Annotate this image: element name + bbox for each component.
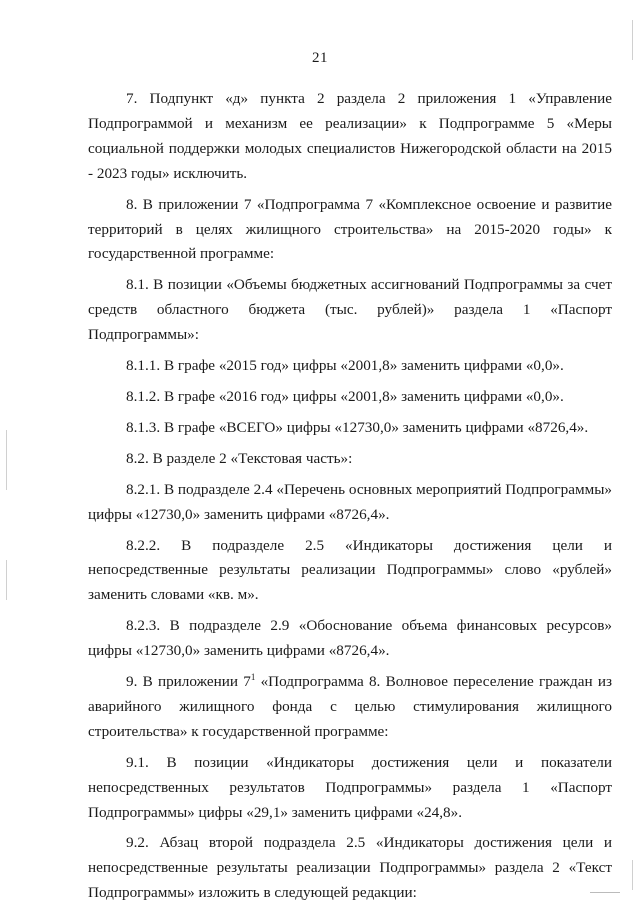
paragraph-8-1-2: 8.1.2. В графе «2016 год» цифры «2001,8» заменить цифрами «0,0».	[126, 387, 564, 405]
paragraph-8-1: 8.1. В позиции «Объемы бюджетных ассигнований Подпрограммы за счет средств областного бюджета (тыс. рублей)» раздела 1 «Паспорт Подпрограммы»:	[88, 276, 612, 344]
scan-edge-left	[6, 430, 7, 490]
paragraph-8-1-3: 8.1.3. В графе «ВСЕГО» цифры «12730,0» заменить цифрами «8726,4».	[126, 418, 589, 436]
paragraph-7: 7. Подпункт «д» пункта 2 раздела 2 приложения 1 «Управление Подпрограммой и механизм ее реализации» к Подпрограмме 5 «Меры социальной поддержки молодых специалистов Нижегородской области на 2015 - 2023 годы» исключить.	[88, 90, 612, 182]
paragraph-9-text: «Подпрограмма 8. Волновое переселение граждан из аварийного жилищного фонда с целью стимулирования жилищного строительства» к государственной программе:	[88, 673, 612, 740]
superscript-marker: 1	[250, 672, 256, 683]
scan-bottom-mark	[590, 892, 620, 893]
document-body	[88, 87, 612, 912]
paragraph-9-1: 9.1. В позиции «Индикаторы достижения цели и показатели непосредственных результатов Подпрограммы» раздела 1 «Паспорт Подпрограммы» цифры «29,1» заменить цифрами «24,8».	[88, 753, 612, 821]
paragraph-9	[88, 670, 612, 745]
scan-edge-left-lower	[6, 560, 7, 600]
paragraph-9-2: 9.2. Абзац второй подраздела 2.5 «Индикаторы достижения цели и непосредственные результаты реализации Подпрограммы» раздела 2 «Текст Подпрограммы» изложить в следующей редакции:	[88, 834, 612, 902]
paragraph-8-1-1: 8.1.1. В графе «2015 год» цифры «2001,8» заменить цифрами «0,0».	[126, 357, 564, 375]
scan-edge-right	[632, 20, 633, 60]
paragraph-8-2-2: 8.2.2. В подразделе 2.5 «Индикаторы достижения цели и непосредственные результаты реализации Подпрограммы» слово «рублей» заменить словами «кв. м».	[88, 536, 612, 604]
paragraph-9-lead: 9. В приложении 7	[126, 673, 251, 691]
paragraph-8: 8. В приложении 7 «Подпрограмма 7 «Комплексное освоение и развитие территорий в целях жилищного строительства» на 2015-2020 годы» к государственной программе:	[88, 195, 612, 263]
paragraph-8-2-3: 8.2.3. В подразделе 2.9 «Обоснование объема финансовых ресурсов» цифры «12730,0» заменить цифрами «8726,4».	[88, 617, 612, 660]
scan-edge-right-lower	[632, 860, 633, 890]
paragraph-8-2: 8.2. В разделе 2 «Текстовая часть»:	[126, 449, 353, 467]
paragraph-8-2-1: 8.2.1. В подразделе 2.4 «Перечень основных мероприятий Подпрограммы» цифры «12730,0» заменить цифрами «8726,4».	[88, 480, 612, 523]
page-number: 21	[312, 50, 328, 66]
